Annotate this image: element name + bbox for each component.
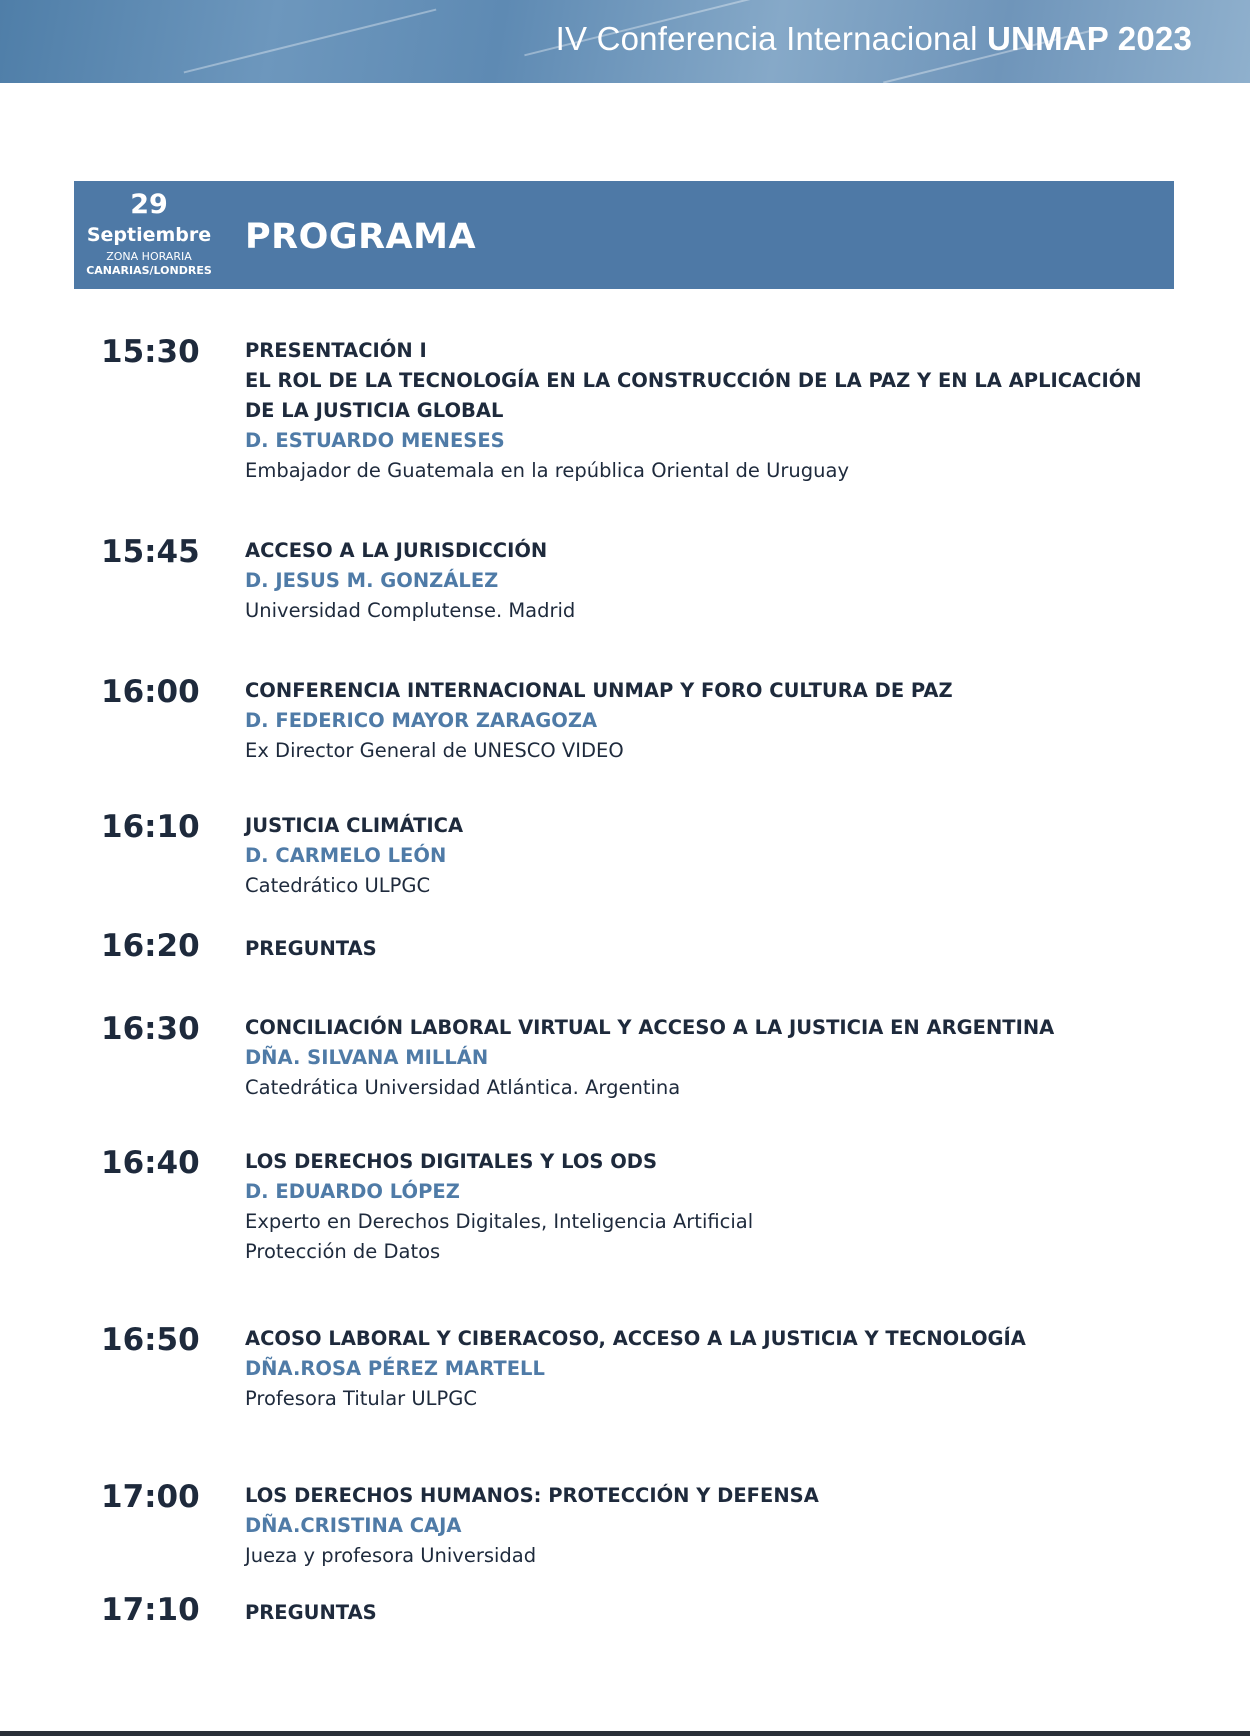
session-title: PRESENTACIÓN I	[245, 339, 427, 362]
conference-title-bold: UNMAP 2023	[987, 20, 1192, 57]
session-title: ACOSO LABORAL Y CIBERACOSO, ACCESO A LA JUSTICIA Y TECNOLOGÍA	[245, 1327, 1026, 1350]
session-affiliation: Universidad Complutense. Madrid	[245, 599, 576, 622]
program-header	[74, 181, 1174, 289]
session-affiliation: Experto en Derechos Digitales, Inteligencia Artificial	[245, 1210, 754, 1233]
timezone-value: CANARIAS/LONDRES	[86, 264, 212, 277]
timezone	[74, 250, 224, 278]
session-affiliation: Catedrática Universidad Atlántica. Argentina	[245, 1076, 681, 1099]
session-affiliation: Embajador de Guatemala en la república Oriental de Uruguay	[245, 459, 850, 482]
date-day: 29	[130, 189, 168, 220]
bottom-rule	[0, 1731, 1250, 1736]
session-affiliation: Catedrático ULPGC	[245, 874, 431, 897]
session-title: PREGUNTAS	[245, 1601, 377, 1624]
session-time: 16:20	[101, 928, 200, 964]
session-speaker: D. CARMELO LEÓN	[245, 844, 447, 867]
session-speaker: DÑA.ROSA PÉREZ MARTELL	[245, 1357, 545, 1380]
session-affiliation: Jueza y profesora Universidad	[245, 1544, 537, 1567]
session-title: CONFERENCIA INTERNACIONAL UNMAP Y FORO CULTURA DE PAZ	[245, 679, 953, 702]
session-affiliation: Profesora Titular ULPGC	[245, 1387, 477, 1410]
session-speaker: D. FEDERICO MAYOR ZARAGOZA	[245, 709, 598, 732]
session-time: 15:45	[101, 534, 200, 570]
session-time: 16:30	[101, 1011, 200, 1047]
session-time: 17:10	[101, 1592, 200, 1628]
session-title: LOS DERECHOS HUMANOS: PROTECCIÓN Y DEFENSA	[245, 1484, 819, 1507]
session-time: 16:10	[101, 809, 200, 845]
session-content	[245, 811, 1145, 901]
session-speaker: D. ESTUARDO MENESES	[245, 429, 505, 452]
session-affiliation: Protección de Datos	[245, 1240, 441, 1263]
top-banner	[0, 0, 1250, 83]
session-content	[245, 676, 1145, 766]
session-title: EL ROL DE LA TECNOLOGÍA EN LA CONSTRUCCIÓN DE LA PAZ Y EN LA APLICACIÓN	[245, 369, 1142, 392]
date-month: Septiembre	[86, 224, 212, 246]
session-content	[245, 1481, 1145, 1571]
date-box	[74, 181, 224, 289]
session-content	[245, 536, 1145, 626]
program-title: PROGRAMA	[245, 217, 477, 257]
session-speaker: DÑA.CRISTINA CAJA	[245, 1514, 462, 1537]
session-content	[245, 336, 1145, 486]
session-speaker: DÑA. SILVANA MILLÁN	[245, 1046, 489, 1069]
session-content	[245, 934, 1145, 964]
session-title: CONCILIACIÓN LABORAL VIRTUAL Y ACCESO A LA JUSTICIA EN ARGENTINA	[245, 1016, 1055, 1039]
session-time: 16:40	[101, 1145, 200, 1181]
session-time: 17:00	[101, 1479, 200, 1515]
session-title: LOS DERECHOS DIGITALES Y LOS ODS	[245, 1150, 658, 1173]
session-title: JUSTICIA CLIMÁTICA	[245, 814, 464, 837]
session-title: PREGUNTAS	[245, 937, 377, 960]
session-time: 16:00	[101, 674, 200, 710]
session-speaker: D. EDUARDO LÓPEZ	[245, 1180, 460, 1203]
session-affiliation: Ex Director General de UNESCO VIDEO	[245, 739, 624, 762]
session-title: DE LA JUSTICIA GLOBAL	[245, 399, 504, 422]
session-speaker: D. JESUS M. GONZÁLEZ	[245, 569, 499, 592]
session-time: 15:30	[101, 334, 200, 370]
session-content	[245, 1598, 1145, 1628]
session-title: ACCESO A LA JURISDICCIÓN	[245, 539, 548, 562]
session-time: 16:50	[101, 1322, 200, 1358]
conference-title-regular: IV Conferencia Internacional	[555, 20, 988, 57]
session-content	[245, 1147, 1145, 1267]
timezone-label: ZONA HORARIA	[106, 250, 192, 263]
session-content	[245, 1324, 1145, 1414]
conference-title	[556, 20, 1192, 58]
session-content	[245, 1013, 1145, 1103]
